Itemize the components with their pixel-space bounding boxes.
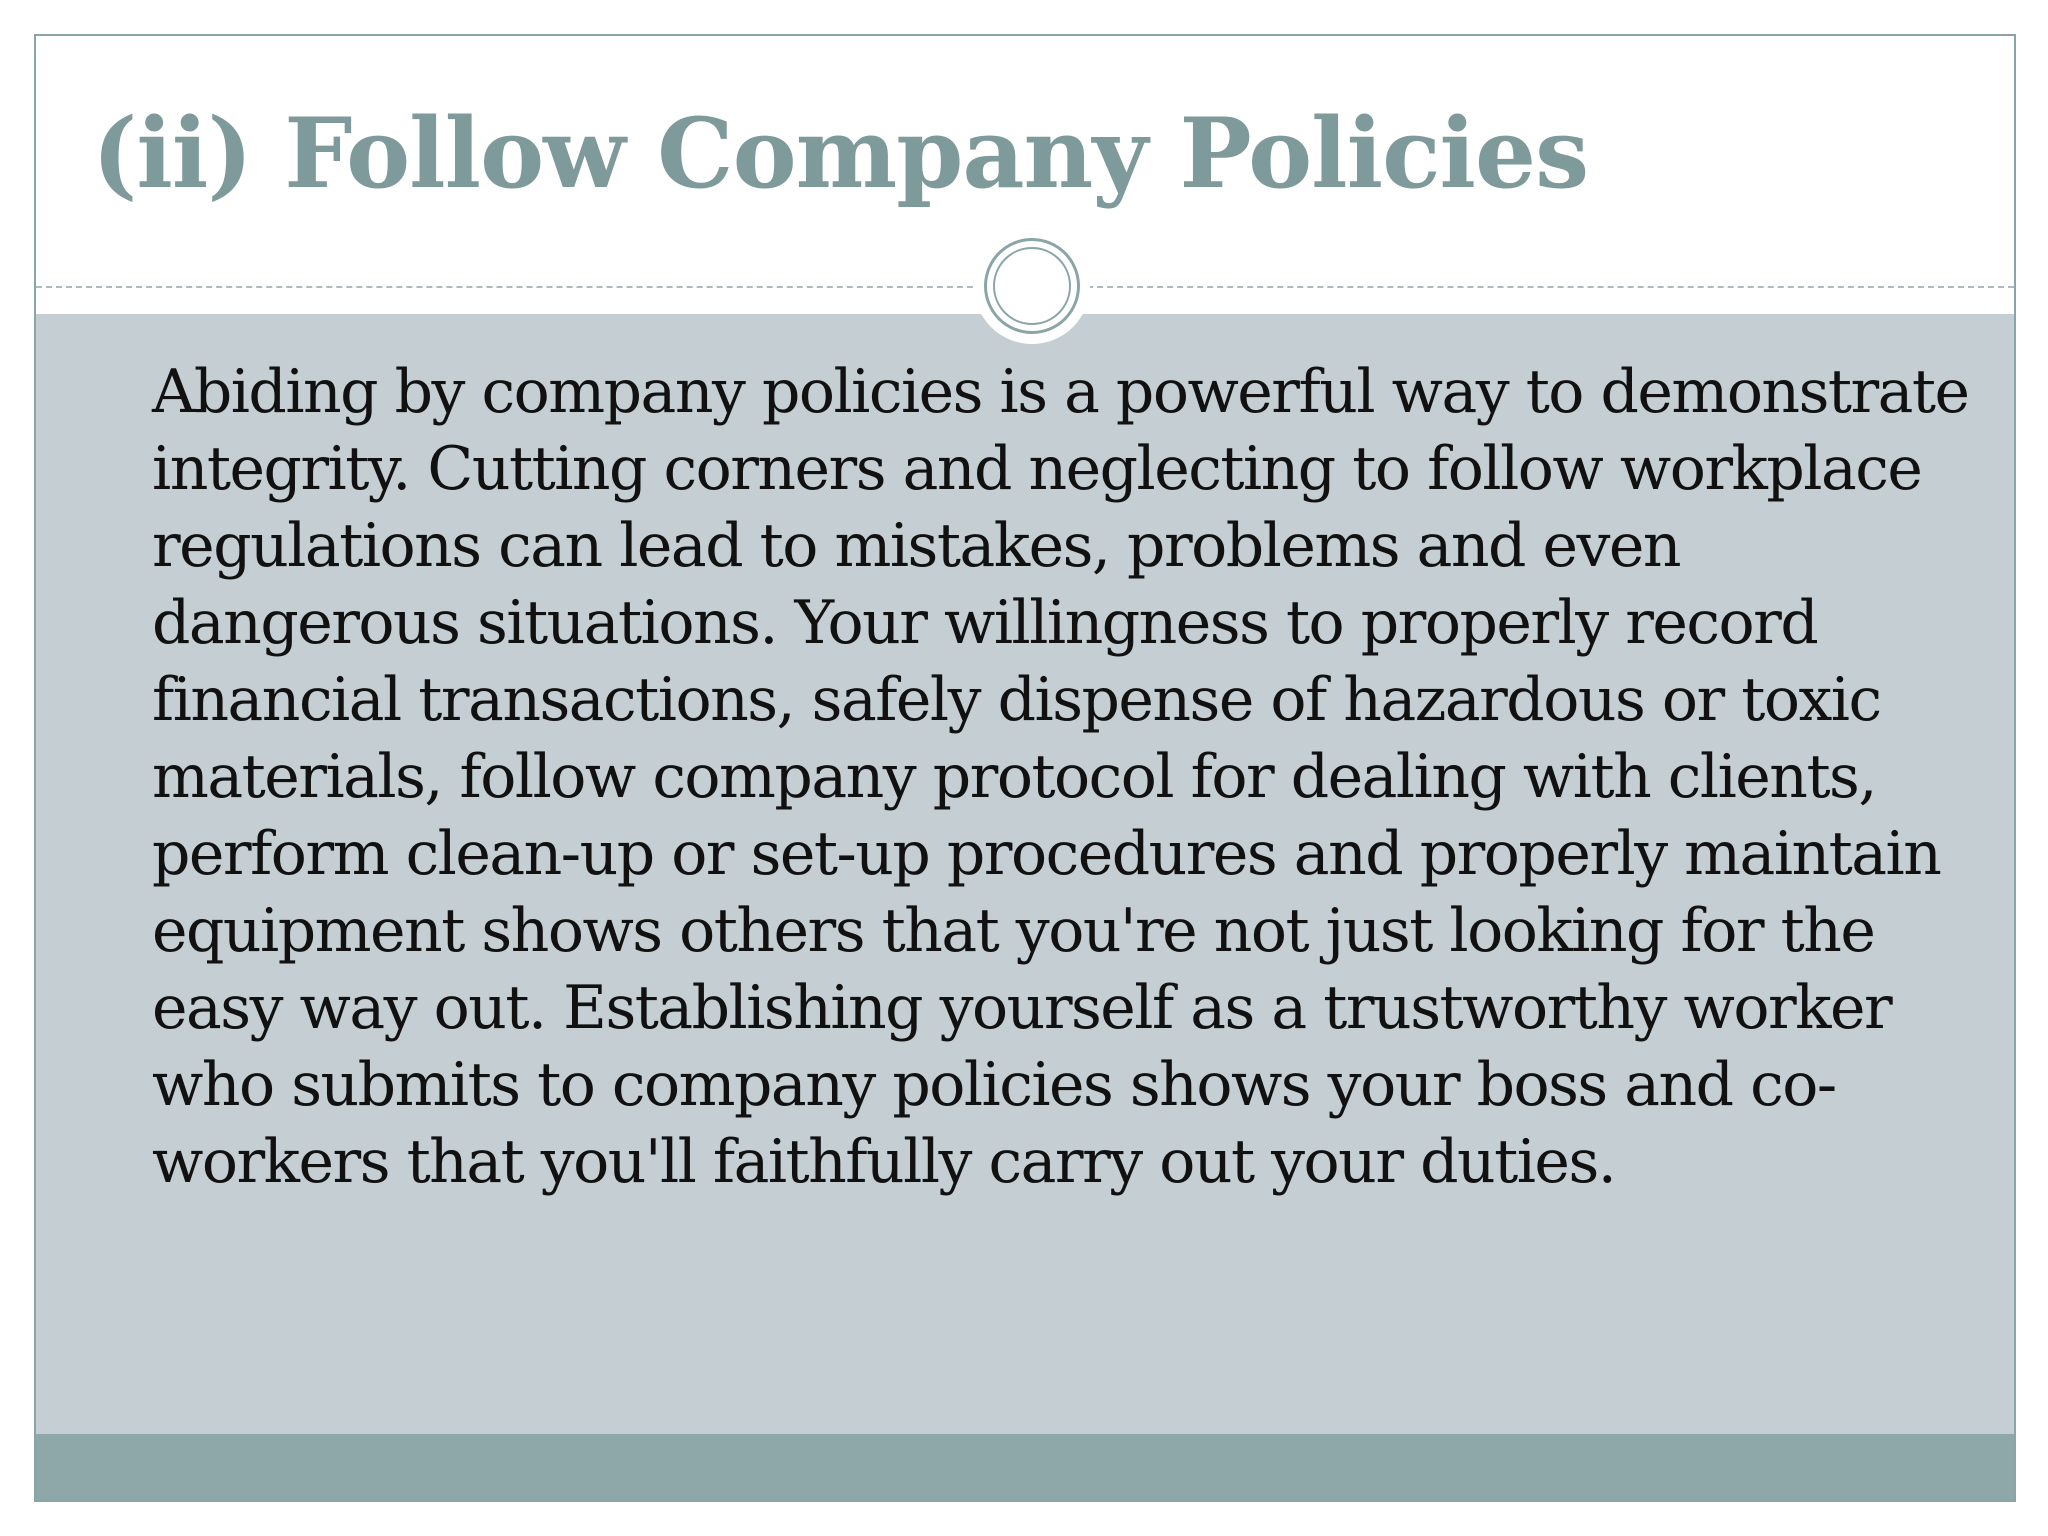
footer-bar bbox=[36, 1434, 2014, 1502]
slide-title: (ii) Follow Company Policies bbox=[92, 97, 1589, 210]
inner-ring-icon bbox=[993, 247, 1071, 325]
double-ring-circle-icon bbox=[974, 228, 1090, 344]
slide-body-text: Abiding by company policies is a powerful way to demonstrate integrity. Cutting corners and neglecting to follow workplace regulations can lead to mistakes, problems and even dangerous situations. Your willingness to properly record financial transactions, safely dispense of hazardous or toxic materials, follow company protocol for dealing with clients, perform clean-up or set-up procedures and properly maintain equipment shows others that you're not just looking for the easy way out. Establishing yourself as a trustworthy worker who submits to company policies shows your boss and co-workers that you'll faithfully carry out your duties. bbox=[152, 357, 1969, 1197]
slide bbox=[34, 34, 2016, 1502]
